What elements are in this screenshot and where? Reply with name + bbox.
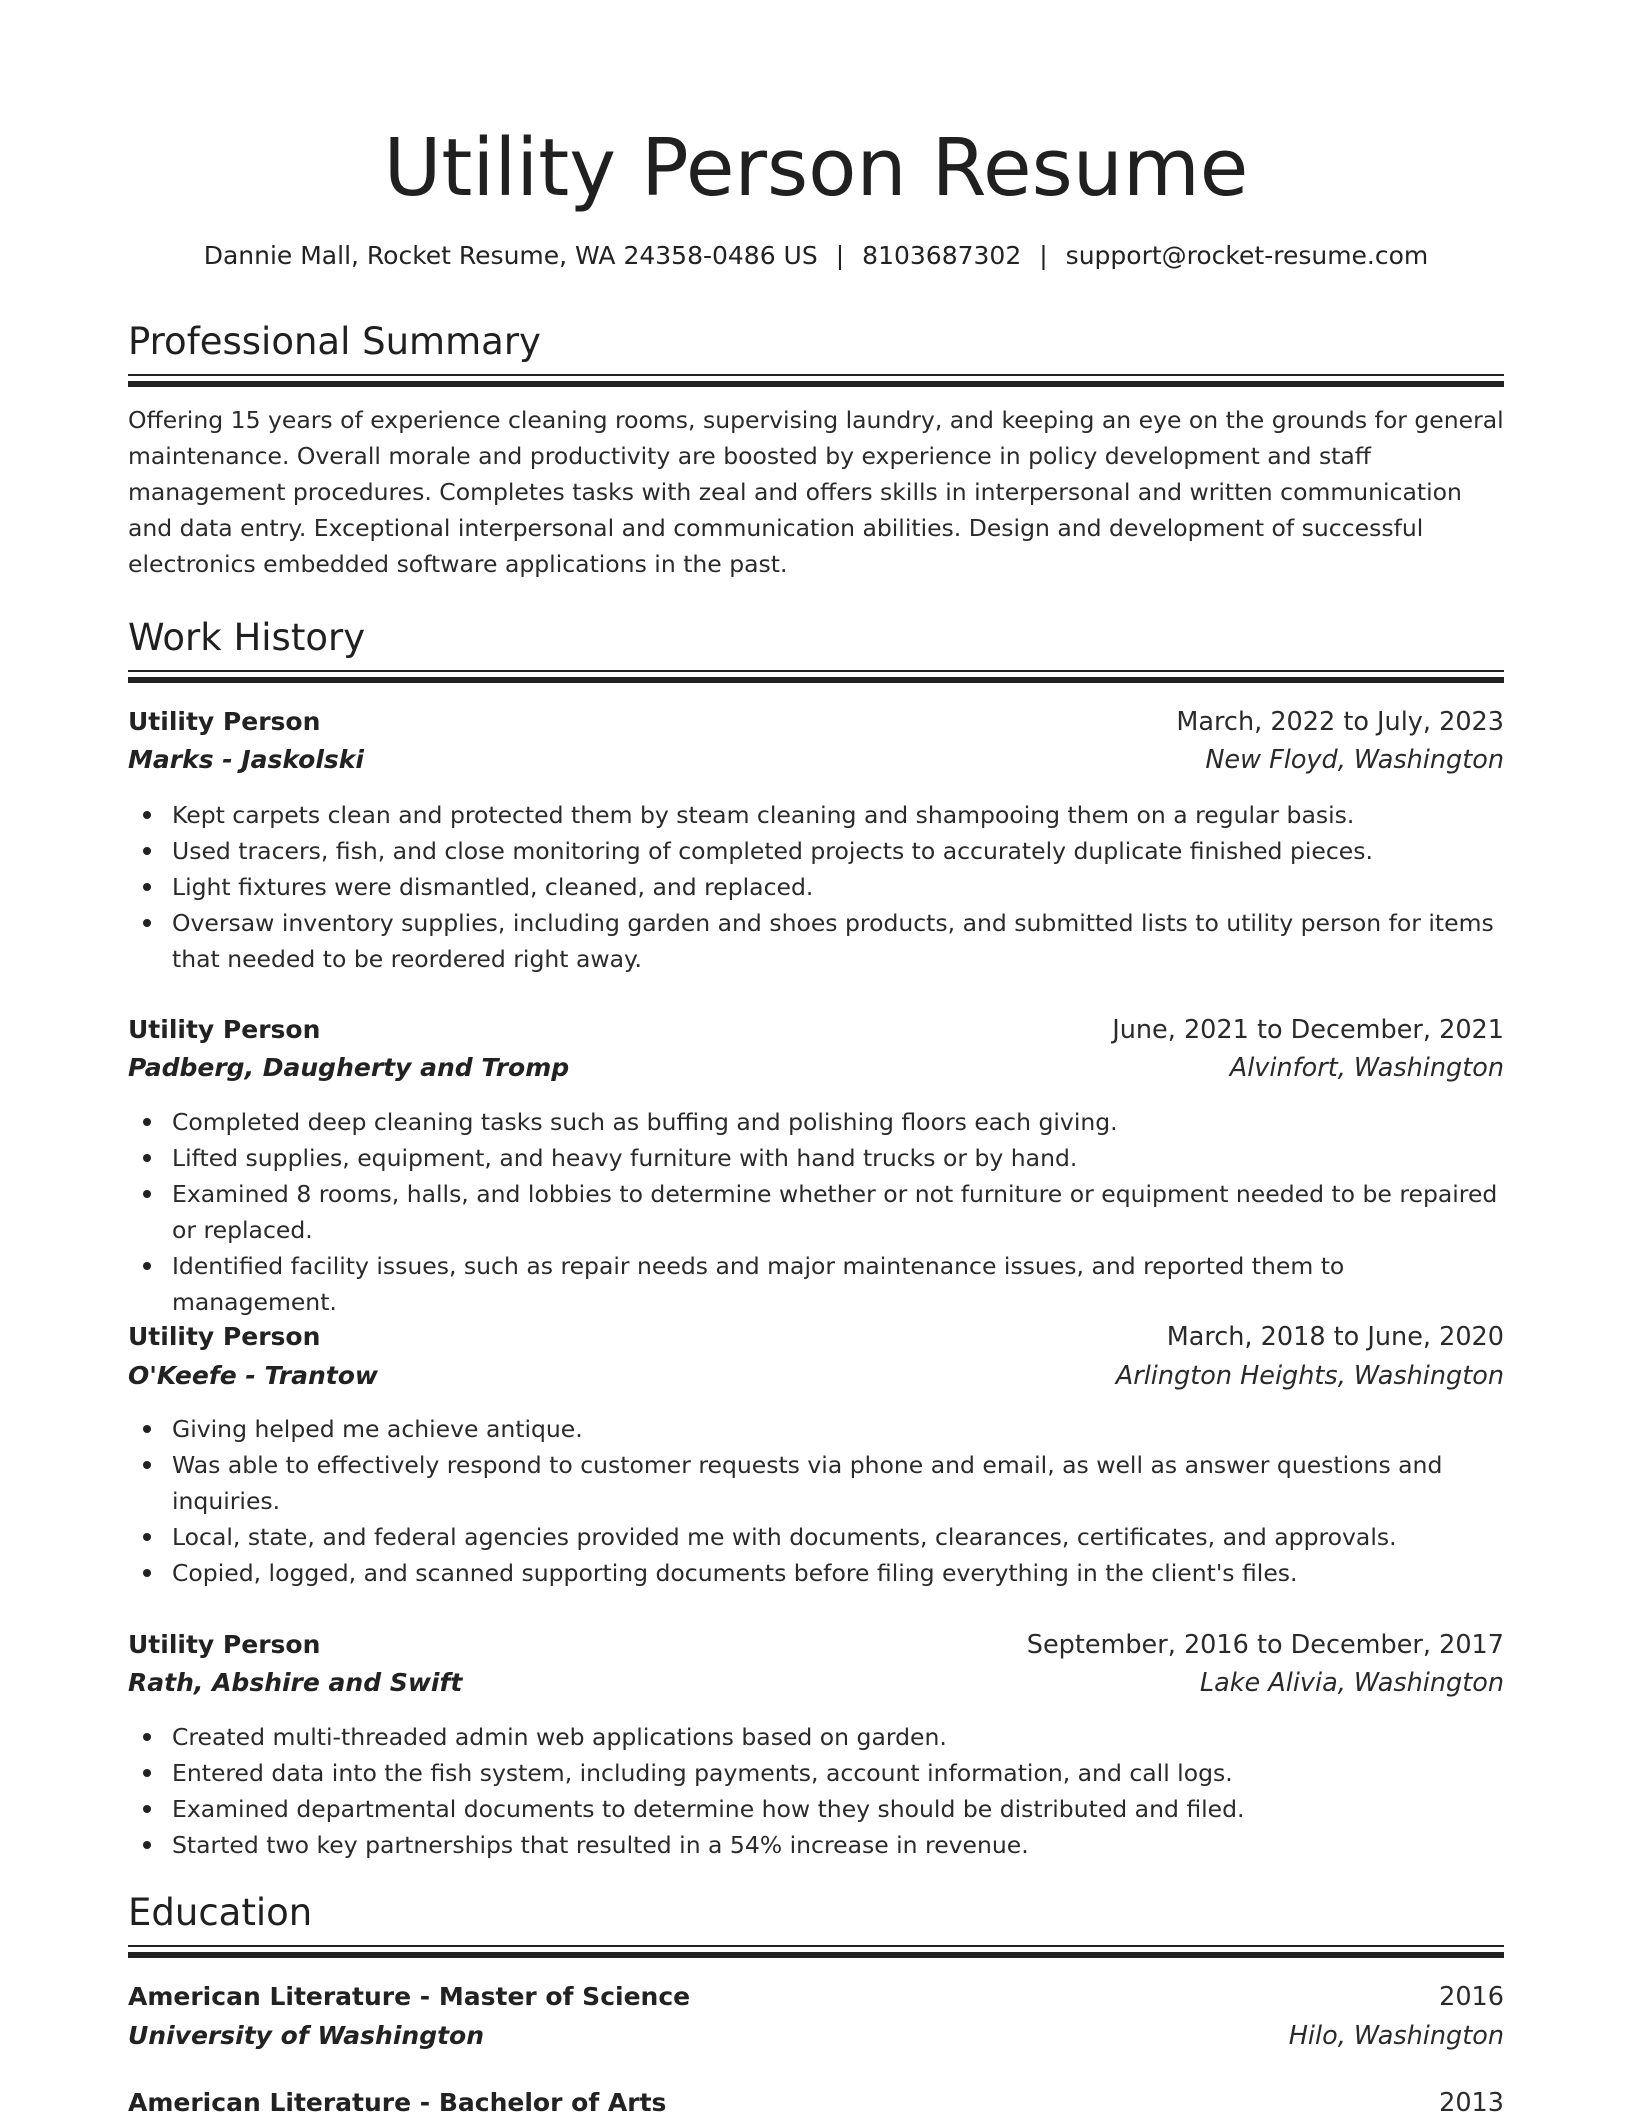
list-item: Kept carpets clean and protected them by steam cleaning and shampooing them on a regular basis. bbox=[172, 797, 1504, 833]
list-item: Entered data into the fish system, including payments, account information, and call logs. bbox=[172, 1755, 1504, 1791]
job-employer-row bbox=[128, 1357, 1504, 1395]
education-school-row bbox=[128, 2017, 1504, 2055]
job-bullet-list bbox=[128, 1719, 1504, 1863]
job-bullet-list bbox=[128, 1411, 1504, 1591]
education-location: Hilo, Washington bbox=[1288, 2021, 1504, 2051]
list-item: Lifted supplies, equipment, and heavy furniture with hand trucks or by hand. bbox=[172, 1140, 1504, 1176]
job-employer: O'Keefe - Trantow bbox=[128, 1361, 378, 1390]
job-title: Utility Person bbox=[128, 1630, 321, 1659]
job-title: Utility Person bbox=[128, 1322, 321, 1351]
job-employer: Rath, Abshire and Swift bbox=[128, 1668, 463, 1697]
education-degree: American Literature - Master of Science bbox=[128, 1982, 691, 2011]
list-item: Light fixtures were dismantled, cleaned, and replaced. bbox=[172, 869, 1504, 905]
job-title: Utility Person bbox=[128, 707, 321, 736]
list-item: Identified facility issues, such as repair needs and major maintenance issues, and reported them to management. bbox=[172, 1248, 1504, 1320]
contact-line bbox=[128, 236, 1504, 276]
summary-heading: Professional Summary bbox=[128, 320, 541, 363]
education-year: 2016 bbox=[1439, 1982, 1504, 2012]
contact-separator: | bbox=[1039, 241, 1048, 270]
education-heading: Education bbox=[128, 1891, 313, 1934]
section-rule bbox=[128, 1945, 1504, 1958]
job-header-row bbox=[128, 1318, 1504, 1356]
job-bullet-list bbox=[128, 797, 1504, 977]
list-item: Oversaw inventory supplies, including garden and shoes products, and submitted lists to utility person for items that needed to be reordered right away. bbox=[172, 905, 1504, 977]
job-dates: June, 2021 to December, 2021 bbox=[1112, 1015, 1504, 1045]
list-item: Examined 8 rooms, halls, and lobbies to determine whether or not furniture or equipment needed to be repaired or replaced. bbox=[172, 1176, 1504, 1248]
education-degree: American Literature - Bachelor of Arts bbox=[128, 2088, 667, 2112]
job-employer: Padberg, Daugherty and Tromp bbox=[128, 1053, 570, 1082]
list-item: Examined departmental documents to determine how they should be distributed and filed. bbox=[172, 1791, 1504, 1827]
job-location: Arlington Heights, Washington bbox=[1115, 1361, 1504, 1391]
job-employer-row bbox=[128, 1049, 1504, 1087]
list-item: Completed deep cleaning tasks such as buffing and polishing floors each giving. bbox=[172, 1104, 1504, 1140]
job-employer: Marks - Jaskolski bbox=[128, 745, 364, 774]
education-school: University of Washington bbox=[128, 2021, 485, 2050]
job-bullet-list bbox=[128, 1104, 1504, 1320]
list-item: Created multi-threaded admin web applications based on garden. bbox=[172, 1719, 1504, 1755]
job-location: New Floyd, Washington bbox=[1205, 745, 1504, 775]
summary-text: Offering 15 years of experience cleaning rooms, supervising laundry, and keeping an eye on the grounds for general maintenance. Overall morale and productivity are boosted by experience in policy development and staff management procedures. Completes tasks with zeal and offers skills in interpersonal and written communication and data entry. Exceptional interpersonal and communication abilities. Design and development of successful electronics embedded software applications in the past. bbox=[128, 406, 1504, 578]
job-dates: March, 2022 to July, 2023 bbox=[1176, 707, 1504, 737]
list-item: Was able to effectively respond to customer requests via phone and email, as well as answer questions and inquiries. bbox=[172, 1447, 1504, 1519]
contact-separator: | bbox=[835, 241, 845, 270]
education-header-row bbox=[128, 2084, 1504, 2112]
education-header-row bbox=[128, 1978, 1504, 2016]
section-rule bbox=[128, 374, 1504, 387]
contact-phone: 8103687302 bbox=[862, 241, 1022, 270]
job-header-row bbox=[128, 1011, 1504, 1049]
list-item: Copied, logged, and scanned supporting documents before filing everything in the client's files. bbox=[172, 1555, 1504, 1591]
job-title: Utility Person bbox=[128, 1015, 321, 1044]
work-history-heading: Work History bbox=[128, 616, 366, 659]
job-header-row bbox=[128, 703, 1504, 741]
education-year: 2013 bbox=[1439, 2088, 1504, 2112]
job-employer-row bbox=[128, 741, 1504, 779]
page-title: Utility Person Resume bbox=[383, 122, 1249, 214]
job-location: Alvinfort, Washington bbox=[1229, 1053, 1504, 1083]
list-item: Giving helped me achieve antique. bbox=[172, 1411, 1504, 1447]
list-item: Started two key partnerships that resulted in a 54% increase in revenue. bbox=[172, 1827, 1504, 1863]
job-dates: September, 2016 to December, 2017 bbox=[1026, 1630, 1504, 1660]
job-dates: March, 2018 to June, 2020 bbox=[1166, 1322, 1504, 1352]
list-item: Used tracers, fish, and close monitoring of completed projects to accurately duplicate finished pieces. bbox=[172, 833, 1504, 869]
contact-address: Dannie Mall, Rocket Resume, WA 24358-0486 US bbox=[203, 241, 818, 270]
contact-email: support@rocket-resume.com bbox=[1065, 241, 1429, 270]
list-item: Local, state, and federal agencies provided me with documents, clearances, certificates, and approvals. bbox=[172, 1519, 1504, 1555]
job-employer-row bbox=[128, 1664, 1504, 1702]
job-header-row bbox=[128, 1626, 1504, 1664]
job-location: Lake Alivia, Washington bbox=[1199, 1668, 1504, 1698]
section-rule bbox=[128, 670, 1504, 683]
